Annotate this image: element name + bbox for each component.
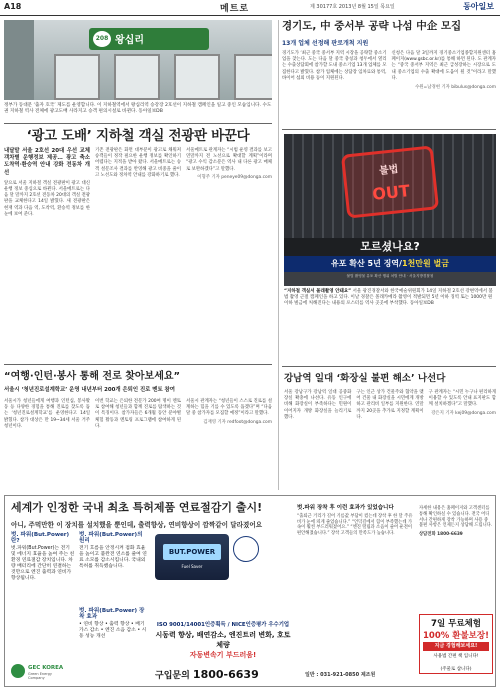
column-divider (278, 20, 279, 490)
fine-prefix: 유포 확산 (331, 259, 365, 268)
call-label: 구입문의 (155, 671, 193, 681)
ad-benefits (155, 630, 291, 660)
ad-section-title: 벗. 파워(But.Power) 장착 효과 (79, 608, 145, 620)
article-column (186, 148, 272, 218)
article-column: 서울 강남구가 강남역 일대 공중화장실 확충에 나선다. 유동 인구에 비해 화장실이 부족하다는 민원이 이어지자 개방 화장실을 늘리기로 했다. (284, 390, 352, 420)
caption-title: “지하철 객실서 몰래촬영 안돼요” (284, 289, 352, 294)
company-logo (11, 664, 69, 682)
refund-guarantee: 100% 환불보장! (423, 631, 489, 641)
stamp-top-text: 불법 (378, 164, 399, 178)
article-paragraph: 서울시 관계자는 “청년들이 스스로 진로를 설계하는 힘을 기를 수 있도록 돕겠다”며 “다음 달 중 참가자를 모집할 예정”이라고 말했다. (186, 399, 272, 417)
ad-section-text: 전기 흐름을 안정시켜 점화 효율을 높이고 불완전 연소를 줄여 연료 소모를 감소시킵니다. 국내외 특허를 취득했습니다. (79, 546, 147, 569)
campaign-poster-photo (284, 134, 496, 286)
station-sign (89, 28, 209, 50)
main-article-body (4, 148, 272, 218)
page-header (0, 0, 500, 16)
easy-use-note: 사용법 간편 책 입니다! (433, 654, 479, 659)
main-headline: ‘광고 도배’ 지하철 객실 전광판 바꾼다 (26, 128, 250, 144)
ad-phone: 상담전화 1800-6639 (419, 532, 463, 538)
article-headline: 경기도, 中 중서부 공략 나섬 中企 모집 (282, 20, 462, 32)
station-number: 208 (93, 31, 111, 47)
article-column (429, 390, 496, 421)
ad-section-title: 벗.파워 장착 후 이런 효과가 있었습니다 (297, 505, 394, 511)
issue-info: 제 30177호 2013년 8월 15일 목요일 (310, 4, 395, 10)
ad-principle (79, 532, 149, 570)
ad-benefit-line: 시동력 향상, 배연감소, 엔진트러 변화, 호토체량 (155, 631, 291, 649)
ad-section-text: 벗.파워(But.Power)는 전기 및 에너지 효율을 높여 주는 친환경 연료절감 장치입니다. 차량 배터리에 간단히 연결하는 것만으로 엔진 출력과 연비가 향상됩니다. (11, 546, 75, 581)
poster-fineprint: 불법 촬영물 유포 확산 행위 처벌 안내 · 서울지방경찰청 (346, 274, 434, 278)
article-column: 이번 학교는 은퇴한 전문가 200여 명이 멘토로 참여해 청년들과 함께 진로를 탐색하는 것이 특징이다. 참가자들은 6개월 동안 분야별 체험 활동과 멘토링 프로그램에 참여하게 된다. (95, 399, 181, 429)
stamp-bottom-text: OUT (371, 181, 411, 204)
fuel-saver-advertisement (4, 495, 496, 687)
pillar (4, 20, 34, 100)
device-brand: BUT.POWER (163, 544, 221, 560)
ad-testimonials (297, 506, 415, 537)
article-byline: 강은지 기자 kej09@donga.com (431, 410, 496, 416)
article-youth-career (4, 370, 272, 430)
ad-subheadline: 아니, 주먹만한 이 장치를 설치했을 뿐인데, 출력향상, 연비향상이 깜짝같이 달라졌어요 (11, 521, 263, 529)
article-headline: 강남역 일대 ‘화장실 불편 해소’ 나선다 (284, 373, 446, 384)
article-column: 기존 전광판은 화면 대부분이 광고로 채워져 승객들이 정작 필요한 운행 정보를 확인하기 어렵다는 지적을 받아 왔다. 서울메트로는 승객 설문조사 결과를 반영해 광고 비중을 줄이고 노선도와 정차역 안내를 강화하기로 했다. (95, 148, 181, 178)
fine-mid: 5년 징역/ (364, 259, 402, 268)
article-column (4, 148, 90, 218)
section-rule (4, 123, 272, 124)
caption-text: 서울 광진경찰서와 한국예술위원회가 14일 지하철 2호선 강변역에서 불법 촬영 근절 캠페인을 하고 있다. 이날 경찰은 몰래카메라 촬영이 적발되면 5년 이하 징역 또는 1000만 원 이하 벌금에 처해진다는 내용의 포스터를 역사 곳곳에 부착했다. 동아일보DB (284, 289, 493, 306)
article-byline: 이형주 기자 peneye09@donga.com (197, 174, 272, 180)
newspaper-logo: 동아일보 (463, 2, 494, 11)
ad-call-secondary: 일반 : 031-921-0850 제조원 (305, 672, 376, 678)
ad-certification: ISO 9001/14001인증획득 / NICE인증평가 우수기업 (156, 622, 290, 628)
ad-what-is (11, 532, 75, 582)
article-gangnam-restroom (284, 372, 496, 421)
section-rule (4, 364, 272, 365)
screen-door (54, 54, 100, 100)
ad-right-info (419, 506, 493, 538)
article-lead: 서울시 ‘청년진로설계학교’ 운영 내년부터 200개 은퇴인 진로 멘토 참여 (4, 387, 175, 393)
try-now-badge: 지금 경험해보세요! (423, 642, 489, 651)
section-rule (282, 129, 496, 130)
poster-fine-banner (284, 256, 496, 272)
screen-door (234, 54, 272, 100)
ad-section-title: 벗. 파워(But.Power)란? (11, 532, 70, 544)
leaf-icon (11, 664, 25, 678)
device-sub: Fuel Saver (181, 564, 203, 569)
ad-section-text: “출퇴근 거리가 길어 기름값 부담이 컸는데 장착 후 한 달 주유비가 눈에 띄게 줄었습니다.” “언덕길에서 힘이 부족했는데 가속이 훨씬 부드러워졌어요.” “엔진 떨림과 소음이 줄어 운전이 편안해졌습니다.” 장착 고객들의 만족도가 높습니다. (297, 513, 413, 537)
article-byline: 수원=남경현 기자 bibulus@donga.com (415, 85, 496, 91)
article-lead: 내달말 서울 2호선 20대 우선 교체 객차별 운행정보 제공… 광고 축소 도착역·환승역 안내 강화 전동차 개선 (4, 148, 90, 176)
ad-section-text: • 연비 향상 • 출력 향상 • 배기가스 감소 • 엔진 소음 감소 • 시동 성능 개선 (79, 622, 147, 639)
article-byline: 김재영 기자 redfoot@donga.com (203, 419, 272, 425)
subway-station-photo (4, 20, 272, 100)
fine-amount: 1천만원 벌금 (401, 259, 449, 268)
article-column: 구는 인근 상가 건물주와 협약을 맺어 건물 내 화장실을 시민에게 개방하고 관리비 일부를 지원한다. 연말까지 20곳을 추가로 지정할 계획이다. (356, 390, 424, 420)
ad-effects (79, 608, 149, 640)
product-device-image (155, 534, 229, 580)
free-trial: 7일 무료체험 (431, 619, 481, 629)
article-column: 신청은 다음 달 3일까지 경기중소기업종합지원센터 홈페이지(www.gsbc.or.kr)를 통해 하면 된다. 도 관계자는 “중국 중서부 지역은 최근 급성장하는 시장으로 도내 중소기업의 수출 확대에 도움이 될 것”이라고 말했다. (391, 51, 496, 81)
certification-seal-icon (233, 536, 259, 562)
company-name: GEC KOREA (28, 665, 64, 671)
illegal-stamp (341, 145, 439, 218)
article-paragraph: 구 관계자는 “시민 누구나 편리하게 이용할 수 있도록 안내 표지판도 함께 설치하겠다”고 말했다. (428, 390, 496, 408)
guarantee-box (419, 614, 493, 674)
ad-section-title: 벗. 파워(But.Power)의 원리 (79, 532, 143, 544)
poster-question: 모르셨나요? (284, 238, 496, 256)
call-number: 1800-6639 (192, 668, 259, 681)
station-name: 왕십리 (115, 35, 144, 46)
article-paragraph: 앞으로 서울 지하철 객실 전광판이 광고 대신 운행 정보 중심으로 바뀐다. 서울메트로는 다음 달 말까지 2호선 전동차 20대의 객실 전광판을 교체한다고 14일 밝혔다. 새 전광판은 현재 역과 다음 역, 도착역, 환승역 정보를 한눈에 보여 준다. (4, 180, 91, 217)
ad-section-text: 자세한 내용은 홈페이지와 고객센터를 통해 확인하실 수 있습니다. 전국 어디서나 간편하게 장착 가능하며 사용 중 불편 사항은 언제든지 상담해 드립니다. (419, 506, 493, 529)
photo-caption: 정부가 동대문 ‘출자 호국’ 제도를 운영합니다. 이 지하철역에서 왕십리역 승강장 2호선이 지하철 캠페인을 일고 중인 모습입니다. 수도권 지하철 역사 전체에 광고도배 사라지고 승객 편의시설로 바뀐다. 동아일보DB (4, 103, 272, 114)
article-column: 경기도가 ‘최근 중국 중서부 지역 시장을 공략할 중소기업을 찾는다. 도는 다음 달 중국 충칭과 청두에서 열리는 수출상담회에 참가할 도내 중소기업 13개 업체를 모집한다고 밝혔다. 참가 업체에는 상담장 임차료와 통역, 바이어 섭외 비용 등이 지원된다. (282, 51, 387, 81)
section-rule (282, 366, 496, 367)
article-gyeonggi (282, 20, 496, 90)
article-column (186, 399, 272, 430)
poster-caption (284, 289, 496, 307)
article-headline: “여행·인턴·봉사 통해 전로 찾아보세요” (4, 371, 181, 382)
article-paragraph: 서울메트로 관계자는 “시범 운영 결과를 보고 연말까지 전 노선으로 확대할 계획”이라며 “광고 수익 감소분은 역사 내 다른 광고 매체로 보완하겠다”고 말했다. (186, 148, 272, 172)
company-tagline: Green Energy Company (28, 672, 52, 680)
page-number: A18 (4, 2, 22, 11)
ad-headline: 세계가 인정한 국내 최초 특허제품 연료절감기 출시! (11, 501, 263, 514)
article-subheadline: 13개 업체 선정해 판로개척 지원 (282, 40, 369, 47)
section-title: 메트로 (220, 4, 250, 14)
ad-benefit-line: 자동변속기 부드러움! (189, 651, 257, 659)
screen-door (174, 54, 220, 100)
bundle-note: (주물로 삽니다) (440, 667, 472, 672)
article-column: 서울시가 청년들에게 여행과 인턴십, 봉사활동 등 다양한 경험을 통해 진로를 찾도록 돕는 ‘청년진로설계학교’를 운영한다고 14일 밝혔다. 참가 대상은 만 19~34세 서울 거주 청년이다. (4, 399, 90, 429)
screen-door (114, 54, 160, 100)
